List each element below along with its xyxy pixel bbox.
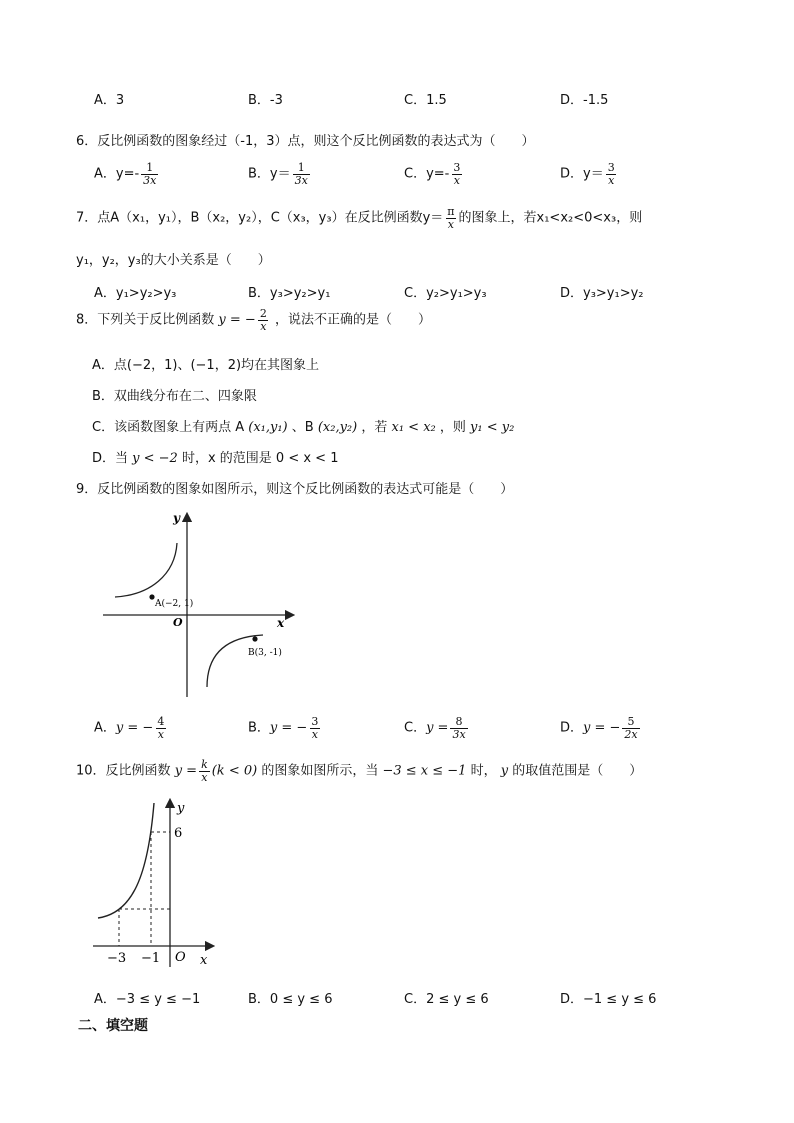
q6-option-c: C．y=- $\frac{3}{x}$	[404, 161, 461, 187]
q10-graph	[88, 795, 218, 975]
q9-curve-left	[115, 543, 177, 597]
q9-graph	[95, 505, 305, 705]
q7-option-c: C．y₂>y₁>y₃	[404, 286, 487, 301]
q8-option-a: A．点(−2，1)、(−1，2)均在其图象上	[92, 358, 320, 373]
section-title-fill-in: 二、填空题	[78, 1018, 148, 1034]
q5-option-c: C．1.5	[404, 93, 447, 108]
q9-option-c: C．y = $\frac{8}{3x}$	[404, 715, 466, 741]
q10-tick-m3: −3	[107, 951, 127, 966]
q10-tick-m1: −1	[141, 951, 161, 966]
q10-y-label: y	[177, 801, 185, 816]
q7-option-d: D．y₃>y₁>y₂	[560, 286, 644, 301]
q9-stem: 9．反比例函数的图象如图所示，则这个反比例函数的表达式可能是（ ）	[76, 482, 514, 497]
q6-option-b: B．y＝ $\frac{1}{3x}$	[248, 161, 308, 187]
q10-option-b: B．0 ≤ y ≤ 6	[248, 992, 333, 1007]
q6-option-d: D．y＝ $\frac{3}{x}$	[560, 161, 615, 187]
q8-option-b: B．双曲线分布在二、四象限	[92, 389, 257, 404]
q10-curve	[98, 803, 154, 918]
q9-option-b: B．y = − $\frac{3}{x}$	[248, 715, 319, 741]
q9-point-b	[252, 636, 257, 641]
q9-label-b: B(3, -1)	[248, 648, 282, 658]
q8-option-c: C．该函数图象上有两点 A (x₁,y₁) 、B (x₂,y₂) ，若 x₁ < x₂ ，则 y₁ < y₂	[92, 420, 515, 435]
q7-option-b: B．y₃>y₂>y₁	[248, 286, 331, 301]
q7-option-a: A．y₁>y₂>y₃	[94, 286, 177, 301]
q5-option-b: B．-3	[248, 93, 283, 108]
q9-point-a	[149, 594, 154, 599]
q10-tick-6: 6	[174, 826, 183, 841]
q7-stem-line2: y₁，y₂，y₃的大小关系是（ ）	[76, 253, 271, 268]
q10-option-d: D．−1 ≤ y ≤ 6	[560, 992, 657, 1007]
q9-x-label: x	[277, 616, 285, 630]
q10-option-a: A．−3 ≤ y ≤ −1	[94, 992, 201, 1007]
q9-label-a: A(−2, 1)	[155, 599, 194, 609]
q9-origin: O	[173, 616, 183, 629]
q10-stem: 10．反比例函数 y = $\frac{k}{x}$ (k < 0) 的图象如图所示，当 −3 ≤ x ≤ −1 时， y 的取值范围是（ ）	[76, 758, 643, 784]
q5-option-a: A．3	[94, 93, 125, 108]
q6-stem: 6．反比例函数的图象经过（-1，3）点，则这个反比例函数的表达式为（ ）	[76, 134, 535, 149]
q9-option-d: D．y = − $\frac{5}{2x}$	[560, 715, 638, 741]
q7-stem: 7．点A（x₁，y₁），B（x₂，y₂），C（x₃，y₃）在反比例函数y＝ $\frac{\pi}{x}$ 的图象上，若x₁<x₂<0<x₃，则	[76, 205, 643, 231]
q8-stem: 8．下列关于反比例函数 y = − $\frac{2}{x}$ ，说法不正确的是（ ）	[76, 307, 431, 333]
q10-option-c: C．2 ≤ y ≤ 6	[404, 992, 489, 1007]
q10-origin: O	[175, 950, 186, 965]
q8-option-d: D．当 y < −2 时，x 的范围是 0 < x < 1	[92, 451, 339, 466]
q9-y-label: y	[173, 511, 180, 525]
q10-x-label: x	[200, 953, 208, 968]
q5-option-d: D．-1.5	[560, 93, 609, 108]
q6-option-a: A．y=- $\frac{1}{3x}$	[94, 161, 157, 187]
q9-curve-right	[207, 635, 263, 687]
q9-option-a: A．y = − $\frac{4}{x}$	[94, 715, 165, 741]
